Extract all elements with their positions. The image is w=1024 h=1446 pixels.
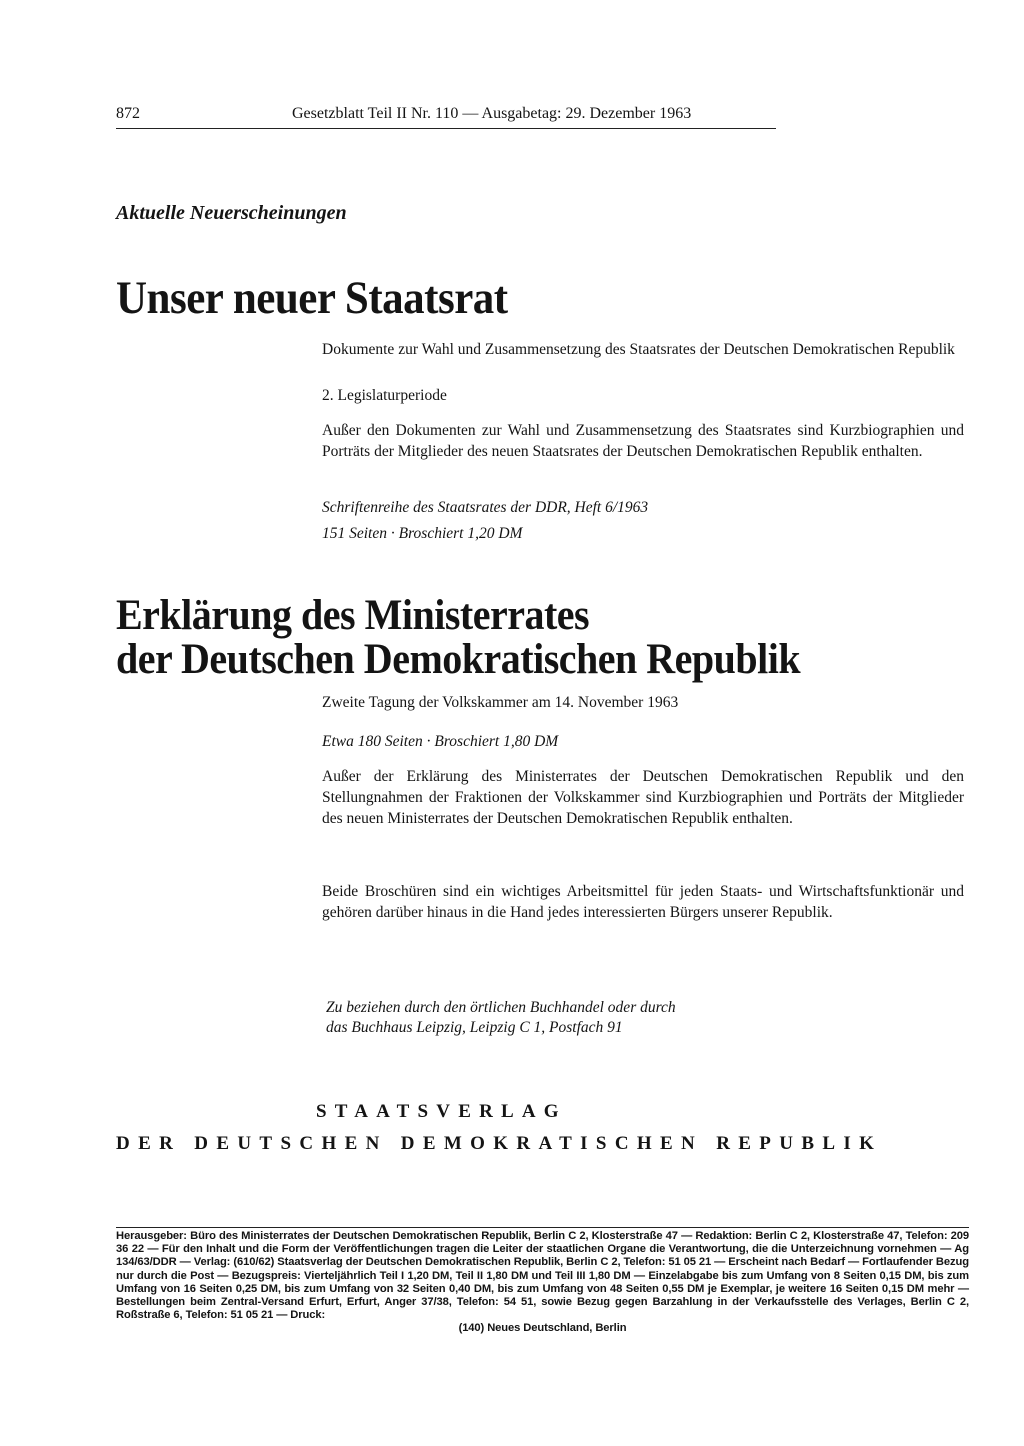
order-info-line1: Zu beziehen durch den örtlichen Buchhandel oder durch [326,999,676,1016]
book2-title-line1: Erklärung des Ministerrates [116,590,590,639]
page-number: 872 [116,105,140,122]
running-title: Gesetzblatt Teil II Nr. 110 — Ausgabetag: 29. Dezember 1963 [292,105,692,122]
book1-description: Außer den Dokumenten zur Wahl und Zusammensetzung des Staatsrates sind Kurzbiographien und Porträts der Mitglieder des neuen Staatsrates der Deutschen Demokratischen Republik enthalten. [322,422,964,460]
book2-subtitle: Zweite Tagung der Volkskammer am 14. November 1963 [322,694,679,711]
footer-rule [116,1227,969,1228]
book1-series: Schriftenreihe des Staatsrates der DDR, Heft 6/1963 [322,499,649,516]
closing-note: Beide Broschüren sind ein wichtiges Arbeitsmittel für jeden Staats- und Wirtschaftsfunktionär und gehören darüber hinaus in die Hand jedes interessierten Bürgers unserer Republik. [322,883,964,921]
imprint-text: Herausgeber: Büro des Ministerrates der Deutschen Demokratischen Republik, Berlin C 2, Klosterstraße 47 — Redaktion: Berlin C 2, Klosterstraße 47, Telefon: 209 36 22 — Für den Inhalt und die Form der Veröffentlichungen tragen die Leiter der staatlichen Organe die Verantwortung, die die Unterzeichnung vornehmen — Ag 134/63/DDR — Verlag: (610/62) Staatsverlag der Deutschen Demokratischen Republik, Berlin C 2, Telefon: 51 05 21 — Erscheint nach Bedarf — Fortlaufender Bezug nur durch die Post — Bezugspreis: Vierteljährlich Teil I 1,20 DM, Teil II 1,80 DM und Teil III 1,80 DM — Einzelabgabe bis zum Umfang von 8 Seiten 0,15 DM, bis zum Umfang von 16 Seiten 0,25 DM, bis zum Umfang von 32 Seiten 0,40 DM, bis zum Umfang von 48 Seiten 0,55 DM je Exemplar, je weitere 16 Seiten 0,15 DM mehr — Bestellungen beim Zentral-Versand Erfurt, Erfurt, Anger 37/38, Telefon: 54 51, sowie Bezug gegen Barzahlung in der Verkaufsstelle des Verlages, Berlin C 2, Roßstraße 6, Telefon: 51 05 21 — Druck: [116,1230,969,1322]
book1-pages-price: 151 Seiten · Broschiert 1,20 DM [322,525,523,542]
book2-description: Außer der Erklärung des Ministerrates der Deutschen Demokratischen Republik und den Stellungnahmen der Fraktionen der Volkskammer sind Kurzbiographien und Porträts der Mitglieder des neuen Ministerrates der Deutschen Demokratischen Republik enthalten. [322,768,964,827]
header-rule [116,128,776,129]
book2-pages-price: Etwa 180 Seiten · Broschiert 1,80 DM [322,733,559,750]
order-info-line2: das Buchhaus Leipzig, Leipzig C 1, Postfach 91 [326,1019,623,1036]
book1-period: 2. Legislaturperiode [322,387,447,404]
imprint [116,1230,969,1336]
book2-title-line2: der Deutschen Demokratischen Republik [116,634,801,683]
publisher-line1: STAATSVERLAG [316,1101,567,1122]
book1-title: Unser neuer Staatsrat [116,273,508,324]
book1-subtitle: Dokumente zur Wahl und Zusammensetzung des Staatsrates der Deutschen Demokratischen Republik [322,341,955,358]
publisher-line2: DER DEUTSCHEN DEMOKRATISCHEN REPUBLIK [116,1133,883,1154]
section-label: Aktuelle Neuerscheinungen [116,202,347,224]
imprint-printer: (140) Neues Deutschland, Berlin [458,1322,627,1335]
